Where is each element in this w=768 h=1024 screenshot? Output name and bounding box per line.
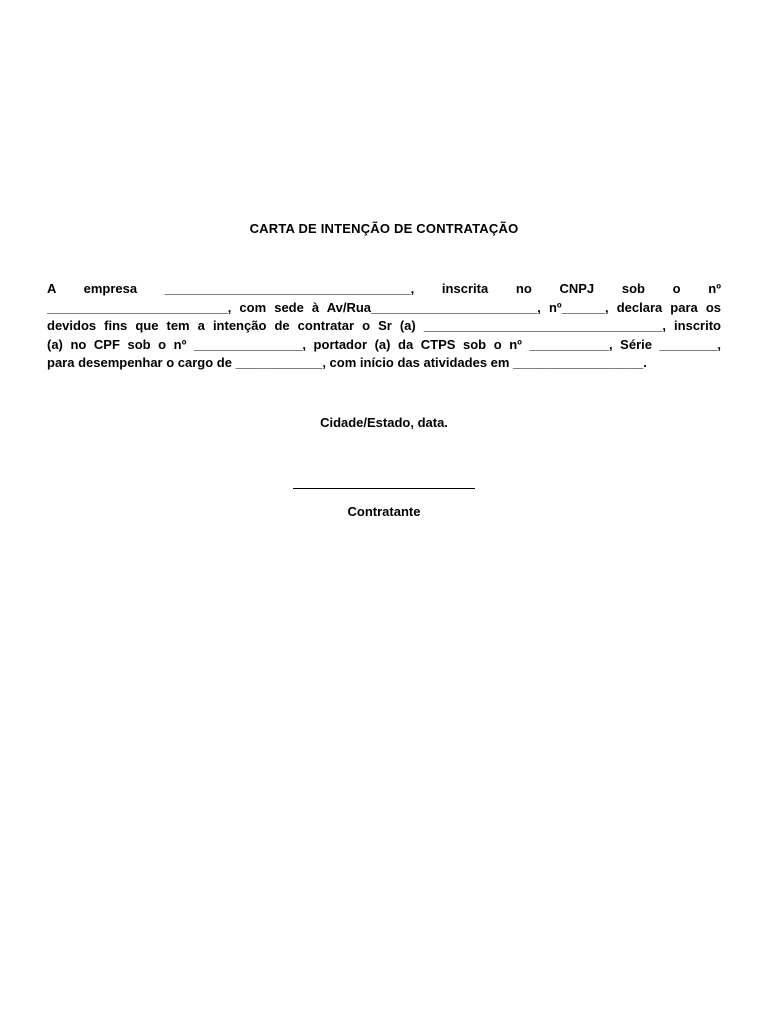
document-title: CARTA DE INTENÇÃO DE CONTRATAÇÃO	[249, 221, 519, 236]
body-line: A empresa __________________________________, inscrita no CNPJ sob o nº	[47, 281, 721, 296]
body-line: para desempenhar o cargo de ____________, com início das atividades em __________________.	[47, 355, 647, 370]
body-line: devidos fins que tem a intenção de contratar o Sr (a) _________________________________, inscrito	[47, 318, 721, 333]
signature-label: Contratante	[347, 504, 421, 519]
body-line: (a) no CPF sob o nº _______________, portador (a) da CTPS sob o nº ___________, Série ________,	[47, 336, 721, 352]
body-line: _________________________, com sede à Av/Rua_______________________, nº______, declara para os	[47, 299, 721, 315]
place-date: Cidade/Estado, data.	[320, 415, 448, 430]
document-body	[47, 280, 721, 373]
signature-line	[293, 488, 475, 489]
